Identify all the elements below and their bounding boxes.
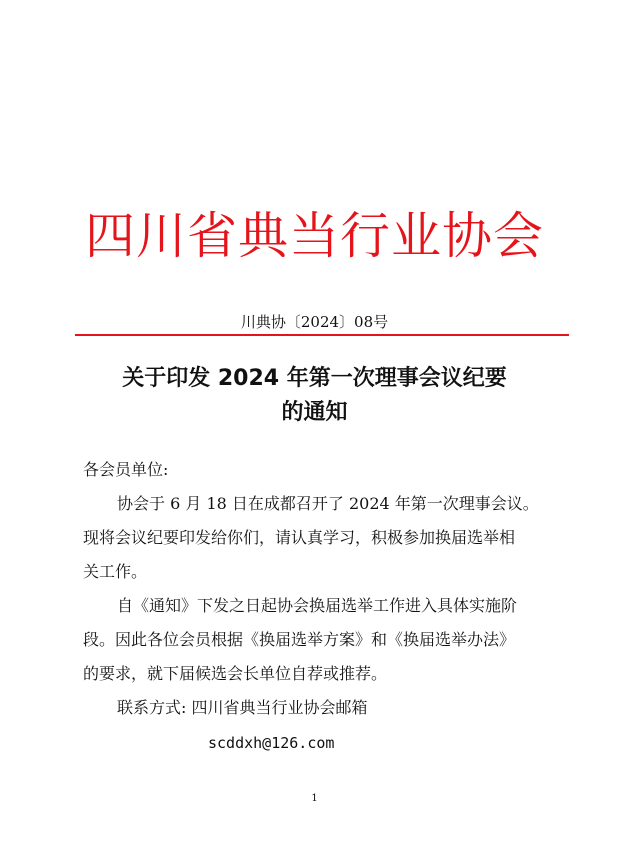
contact-line: 联系方式: 四川省典当行业协会邮箱 xyxy=(117,698,368,717)
page-number: 1 xyxy=(311,793,318,804)
notice-title-line-2: 的通知 xyxy=(281,400,348,425)
paragraph-1-line-3: 关工作。 xyxy=(83,562,148,581)
paragraph-1-line-1: 协会于 6 月 18 日在成都召开了 2024 年第一次理事会议。 xyxy=(117,494,539,513)
paragraph-2-line-1: 自《通知》下发之日起协会换届选举工作进入具体实施阶 xyxy=(117,596,518,615)
organization-title: 四川省典当行业协会 xyxy=(85,207,544,265)
contact-email: scddxh@126.com xyxy=(208,734,335,752)
document-number: 川典协〔2024〕08号 xyxy=(240,313,389,331)
header-divider xyxy=(75,334,569,336)
notice-title-line-1: 关于印发 2024 年第一次理事会议纪要 xyxy=(122,366,507,391)
paragraph-1-line-2: 现将会议纪要印发给你们，请认真学习，积极参加换届选举相 xyxy=(83,528,516,547)
paragraph-2-line-2: 段。因此各位会员根据《换届选举方案》和《换届选举办法》 xyxy=(83,630,516,649)
salutation: 各会员单位: xyxy=(83,460,169,479)
paragraph-2-line-3: 的要求，就下届候选会长单位自荐或推荐。 xyxy=(83,664,388,683)
